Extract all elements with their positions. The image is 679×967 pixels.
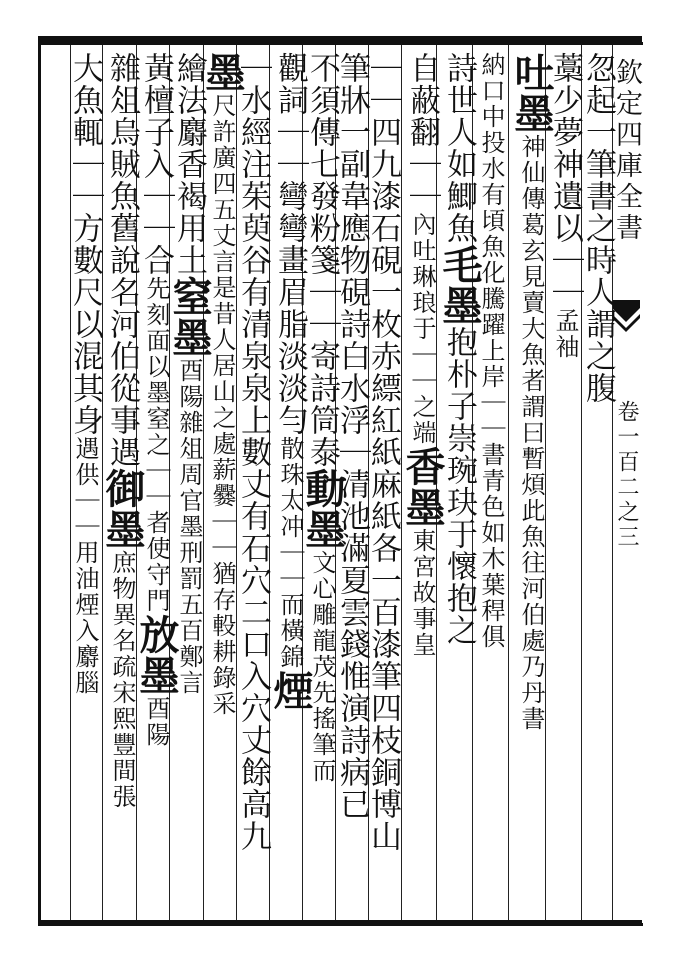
column-text: 不須傳七發粉箋｜｜寄詩筒泰 xyxy=(304,52,340,468)
entry-heading: 毛墨 xyxy=(436,244,483,326)
column-text: ｜｜四九漆石硯一枚赤縹紅紙麻紙各一百漆筆四枝銅博山 xyxy=(365,52,401,852)
column-text: 先刻面以墨窒之｜｜者使守門 xyxy=(142,276,170,614)
column-text: 酉陽雜俎周官墨刑罰五百鄭言 xyxy=(175,358,203,696)
column-text: 抱朴子崇琬玦于懷抱之 xyxy=(441,326,477,646)
text-column xyxy=(133,52,180,748)
entry-heading: 墨 xyxy=(199,52,246,93)
column-text: 忽起一筆書之時人謂之腹 xyxy=(580,52,616,404)
text-column xyxy=(267,52,314,711)
column-text: 孟袖 xyxy=(551,308,579,360)
column-text: 雜俎烏賊魚舊說名河伯從事遇 xyxy=(104,52,140,468)
entry-heading: 香墨 xyxy=(399,446,446,528)
text-column xyxy=(475,52,506,650)
entry-heading: 御墨 xyxy=(99,468,146,550)
entry-heading: 煙 xyxy=(267,670,314,711)
entry-heading: 動墨 xyxy=(299,468,346,550)
frame-bottom-border xyxy=(38,920,642,926)
margin-volume-number: 卷一百二之三 xyxy=(614,400,639,550)
text-column xyxy=(99,52,146,810)
column-text: 詩世人如鯽魚 xyxy=(441,52,477,244)
column-text: 東宮故事皇 xyxy=(408,528,436,658)
column-text: 庶物異名疏宋熙豐間張 xyxy=(108,550,136,810)
column-text: ｜｜ xyxy=(547,244,583,308)
text-column xyxy=(67,52,103,696)
column-text: 黃檀子入｜｜合 xyxy=(138,52,174,276)
column-text: 遇供｜｜用油煙入麝腦 xyxy=(71,436,99,696)
column-text: 酉陽 xyxy=(142,696,170,748)
entry-heading: 窒墨 xyxy=(166,276,213,358)
frame-top-border xyxy=(38,36,642,42)
column-text: 觀詞｜｜彎彎畫眉脂淡淡勻 xyxy=(272,52,308,436)
entry-heading: 吐墨 xyxy=(508,52,555,134)
text-column xyxy=(399,52,446,658)
entry-heading: 放墨 xyxy=(133,614,180,696)
column-text: 繪法麝香褐用土 xyxy=(171,52,207,276)
column-text: 散珠太冲｜｜而橫錦 xyxy=(276,436,304,670)
column-text: 筆牀一副韋應物硯詩白水浮｜清池滿夏雲錢惟演詩病已 xyxy=(334,52,370,820)
text-column xyxy=(365,52,401,852)
column-text: 文心雕龍茂先搖筆而 xyxy=(308,550,336,784)
text-column xyxy=(436,52,483,646)
margin-book-title: 欽定四庫全書 xyxy=(612,58,640,305)
column-text: 神仙傳葛玄見賣大魚者謂曰暫煩此魚往河伯處乃丹書 xyxy=(517,134,545,732)
column-text: ｜水經注茱萸谷有清泉泉上數丈有石穴二口入穴丈餘高九 xyxy=(235,52,271,852)
text-column xyxy=(508,52,555,732)
column-text: 藁少夢神遺以 xyxy=(547,52,583,244)
column-text: 大魚輒｜｜方數尺以混其身 xyxy=(67,52,103,436)
text-column xyxy=(580,52,616,404)
column-rule xyxy=(508,45,509,920)
column-text: 納口中投水有頃魚化騰躍上岸｜｜書青色如木葉稈俱 xyxy=(477,52,505,650)
column-text: 自蔽翻｜｜ xyxy=(404,52,440,212)
column-text: 內吐琳琅于｜｜之端 xyxy=(408,212,436,446)
column-text: 尺許廣四五丈言是昔人居山之處薪爨｜｜猶存軗耕錄采 xyxy=(208,93,236,717)
fishtail-mark-icon xyxy=(612,300,640,336)
